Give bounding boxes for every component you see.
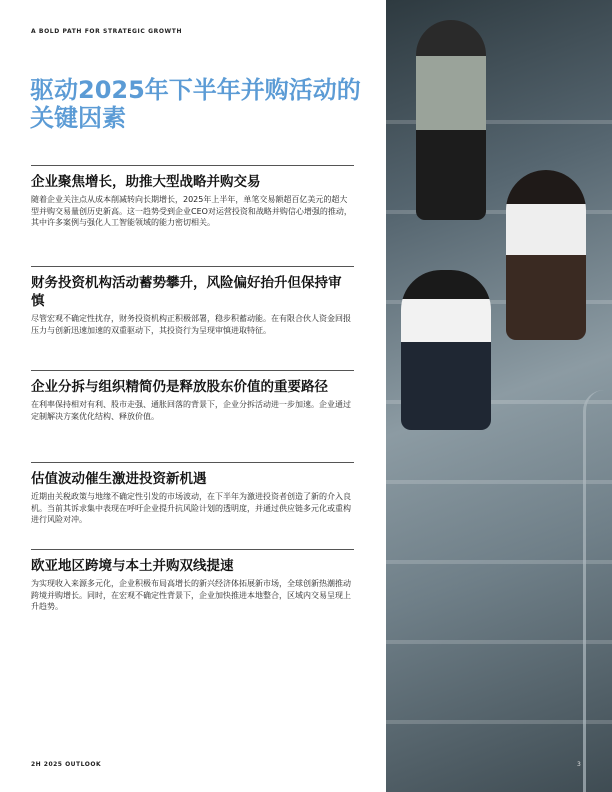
stair-step bbox=[386, 640, 612, 644]
person-figure bbox=[506, 170, 586, 340]
person-figure bbox=[401, 270, 491, 430]
section-spinoffs bbox=[31, 370, 354, 422]
section-heading: 企业聚焦增长，助推大型战略并购交易 bbox=[31, 174, 261, 190]
section-body: 在利率保持相对有利、股市走强、通胀回落的背景下，企业分拆活动进一步加速。企业通过定制解决方案优化结构、释放价值。 bbox=[31, 400, 351, 421]
section-heading: 欧亚地区跨境与本土并购双线提速 bbox=[31, 558, 234, 574]
section-body: 近期由关税政策与地缘不确定性引发的市场波动，在下半年为激进投资者创造了新的介入良机。当前其诉求集中表现在呼吁企业提升抗风险计划的透明度，并通过供应链多元化或重构进行风险对冲。 bbox=[31, 492, 351, 525]
handrail bbox=[583, 390, 604, 792]
section-body: 尽管宏观不确定性扰存，财务投资机构正积极部署，稳步积蓄动能。在有限合伙人资金回报压力与创新迅速加速的双重驱动下，其投资行为呈现审慎进取特征。 bbox=[31, 314, 351, 335]
section-financial-investors bbox=[31, 266, 354, 336]
stair-step bbox=[386, 720, 612, 724]
stair-step bbox=[386, 560, 612, 564]
section-body: 为实现收入来源多元化，企业积极布局高增长的新兴经济体拓展新市场，全球创新热潮推动跨境并购增长。同时，在宏观不确定性背景下，企业加快推进本地整合，区域内交易呈现上升趋势。 bbox=[31, 579, 351, 612]
footer-label: 2H 2025 OUTLOOK bbox=[31, 761, 102, 768]
section-heading: 财务投资机构活动蓄势攀升，风险偏好抬升但保持审慎 bbox=[31, 275, 342, 309]
person-figure bbox=[416, 20, 486, 220]
section-growth bbox=[31, 165, 354, 229]
staircase-photo bbox=[386, 0, 612, 792]
section-body: 随着企业关注点从成本削减转向长期增长，2025年上半年，单笔交易额超百亿美元的超大型并购交易量创历史新高。这一趋势受到企业CEO对运营投资和战略并购信心增强的推动，其中许多案例与强化人工智能领域的能力密切相关。 bbox=[31, 195, 352, 228]
eyebrow-label: A BOLD PATH FOR STRATEGIC GROWTH bbox=[31, 28, 183, 35]
section-heading: 企业分拆与组织精简仍是释放股东价值的重要路径 bbox=[31, 379, 328, 395]
page-number: 3 bbox=[577, 761, 581, 768]
section-cross-border bbox=[31, 549, 354, 613]
stair-step bbox=[386, 480, 612, 484]
page-title: 驱动2025年下半年并购活动的关键因素 bbox=[30, 76, 361, 132]
section-activism bbox=[31, 462, 354, 526]
section-heading: 估值波动催生激进投资新机遇 bbox=[31, 471, 207, 487]
